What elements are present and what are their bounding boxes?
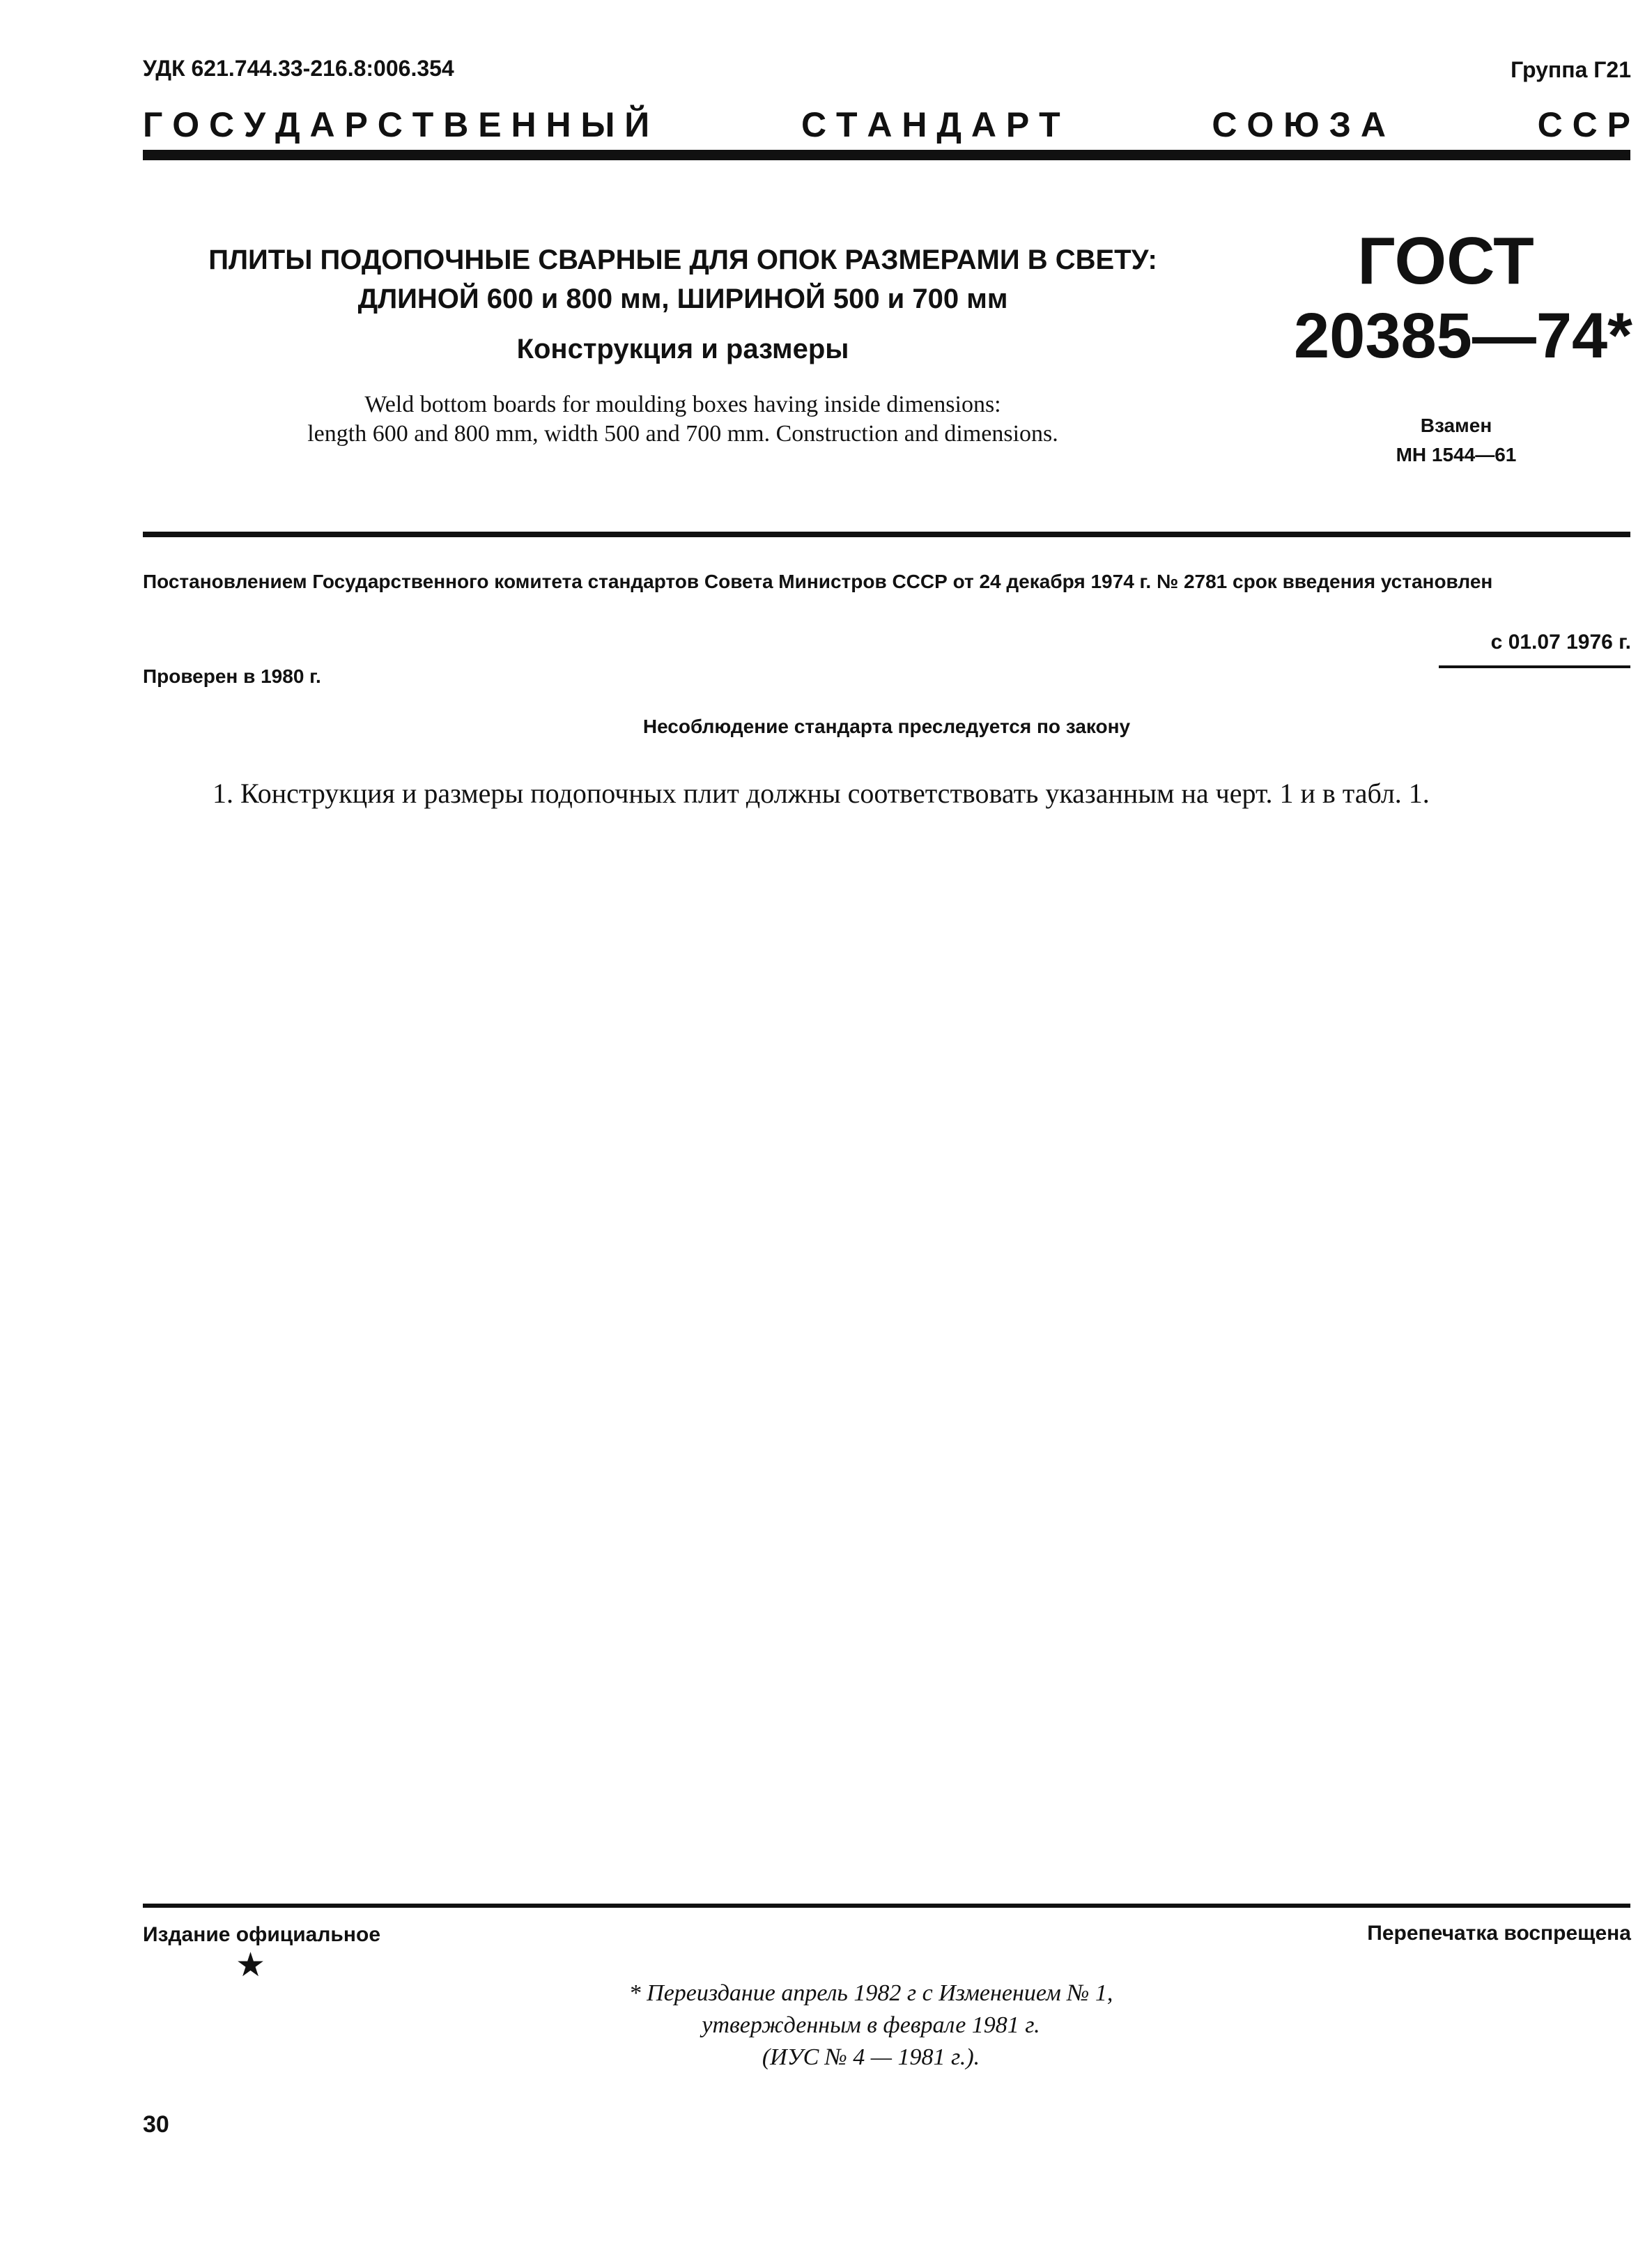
document-title-block — [143, 240, 1223, 449]
page-number: 30 — [143, 2111, 169, 2138]
checked-year: Проверен в 1980 г. — [143, 665, 321, 687]
effective-date: с 01.07 1976 г. — [1490, 631, 1631, 654]
replaces-block — [1310, 411, 1602, 470]
header-word-4: С С Р — [1537, 105, 1630, 144]
replaces-label: Взамен — [1420, 415, 1492, 436]
header-word-1: Г О С У Д А Р С Т В Е Н Н Ы Й — [143, 105, 650, 144]
legal-warning: Несоблюдение стандарта преследуется по закону — [642, 716, 1131, 737]
reissue-note — [488, 1977, 1254, 2074]
official-edition-label: Издание официальное — [143, 1923, 381, 1946]
reissue-line-2: утвержденным в феврале 1981 г. — [702, 2012, 1040, 2038]
decree-text: Постановлением Государственного комитета стандартов Совета Министров СССР от 24 декабря 1974 г. № 2781 срок введения установлен — [143, 571, 1493, 592]
effective-date-underline — [1439, 665, 1630, 668]
group-code: Группа Г21 — [1511, 57, 1631, 82]
paragraph-1: 1. Конструкция и размеры подопочных плит должны соответствовать указанным на черт. 1 и в табл. 1. — [213, 778, 1430, 809]
gost-label: ГОСТ — [1357, 224, 1534, 298]
reissue-line-1: * Переиздание апрель 1982 г с Изменением № 1, — [628, 1980, 1113, 2006]
udc-code: УДК 621.744.33-216.8:006.354 — [143, 56, 454, 81]
replaces-value: МН 1544—61 — [1396, 444, 1517, 465]
title-rule — [143, 532, 1630, 537]
state-standard-header — [143, 105, 1630, 145]
star-icon: ★ — [235, 1947, 266, 1984]
reprint-prohibited-label: Перепечатка воспрещена — [1367, 1922, 1631, 1945]
title-line-2: ДЛИНОЙ 600 и 800 мм, ШИРИНОЙ 500 и 700 мм — [357, 284, 1008, 314]
header-word-2: С Т А Н Д А Р Т — [801, 105, 1060, 144]
english-title-line-1: Weld bottom boards for moulding boxes having inside dimensions: — [364, 392, 1001, 417]
header-word-3: С О Ю З А — [1212, 105, 1386, 144]
gost-number: 20385—74* — [1294, 300, 1632, 371]
english-title — [143, 390, 1223, 449]
header-rule — [143, 150, 1630, 160]
title-subtitle: Конструкция и размеры — [516, 334, 849, 364]
english-title-line-2: length 600 and 800 mm, width 500 and 700 mm. Construction and dimensions. — [307, 421, 1058, 447]
reissue-line-3: (ИУС № 4 — 1981 г.). — [762, 2044, 980, 2070]
footer-rule — [143, 1904, 1630, 1908]
title-line-1: ПЛИТЫ ПОДОПОЧНЫЕ СВАРНЫЕ ДЛЯ ОПОК РАЗМЕРАМИ В СВЕТУ: — [208, 245, 1157, 275]
